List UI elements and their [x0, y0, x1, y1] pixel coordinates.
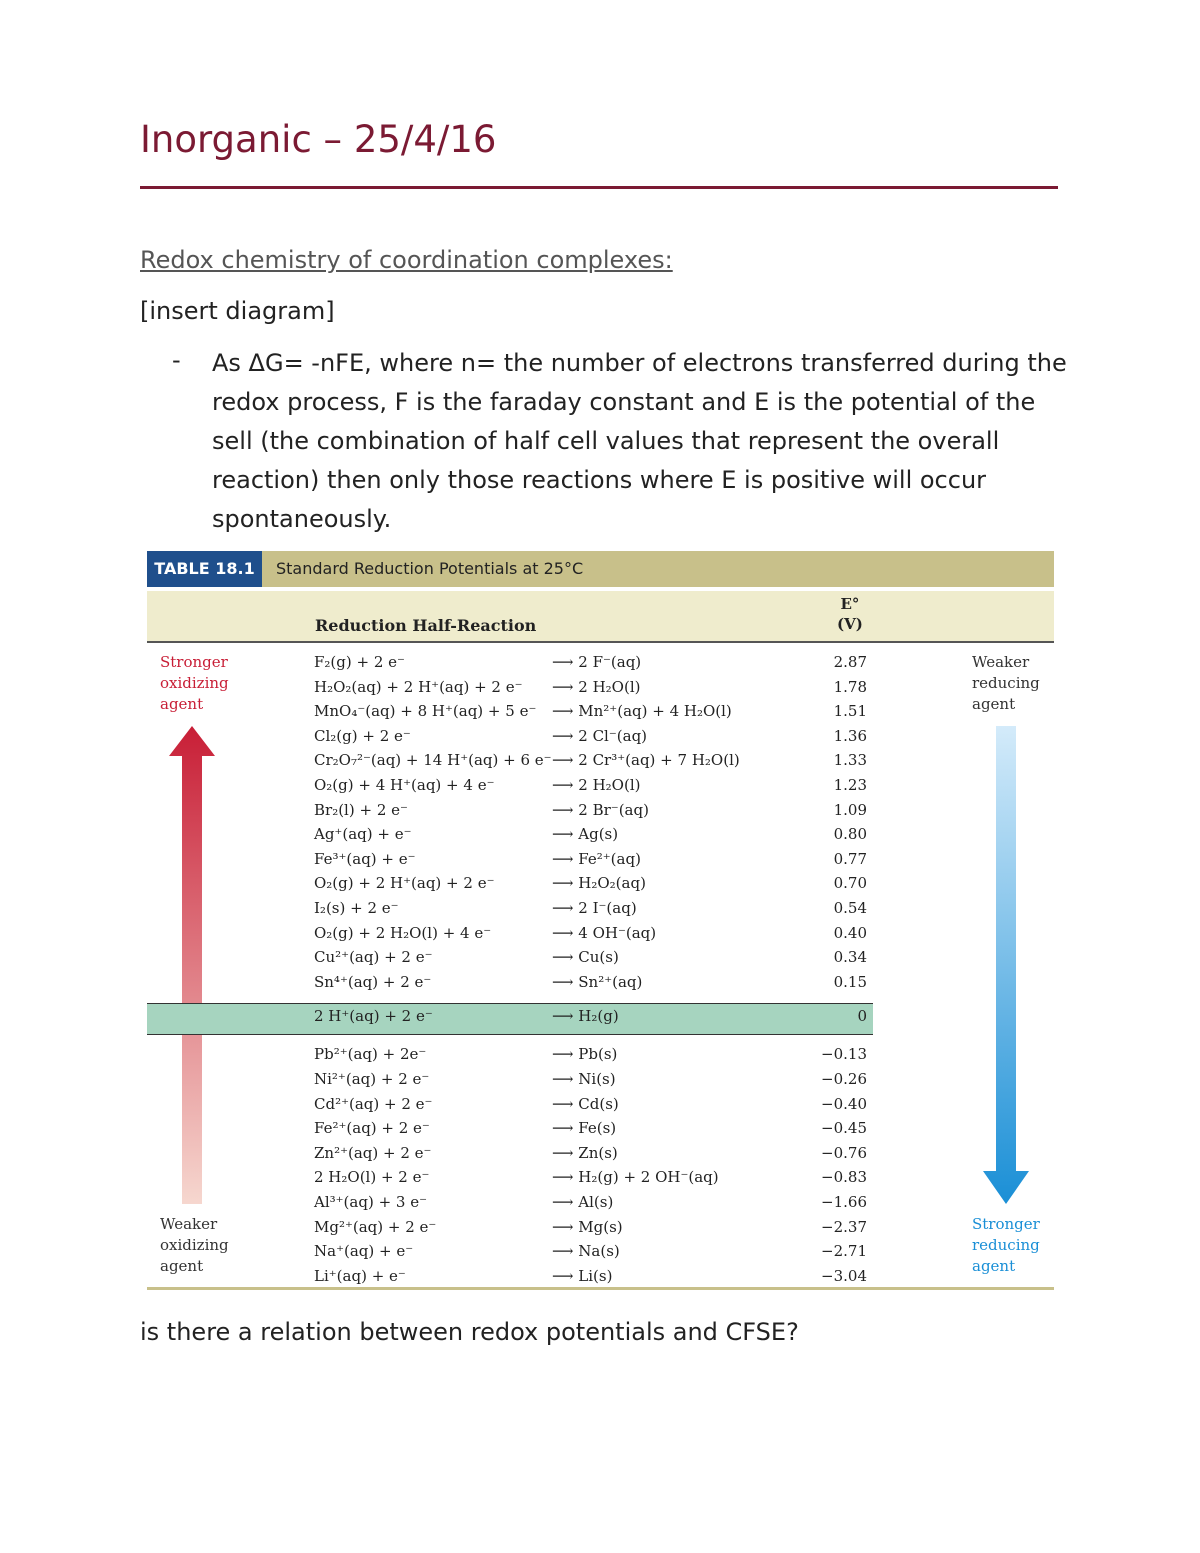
potential-value: 0: [857, 1007, 867, 1026]
half-reaction-reactants: Ni²⁺(aq) + 2 e⁻: [314, 1070, 430, 1088]
half-reaction-reactants: I₂(s) + 2 e⁻: [314, 899, 399, 917]
potential-value: 1.23: [833, 776, 867, 794]
potential-value: −0.83: [821, 1168, 867, 1187]
column-reaction: Reduction Half-Reaction: [315, 616, 537, 635]
half-reaction-reactants: Fe²⁺(aq) + 2 e⁻: [314, 1119, 430, 1138]
column-header: [147, 591, 1054, 643]
half-reaction-products: ⟶ Sn²⁺(aq): [552, 972, 643, 991]
half-reaction-products: ⟶ H₂O₂(aq): [552, 874, 646, 893]
potential-value: 0.34: [833, 948, 867, 967]
potential-value: 0.40: [833, 923, 867, 942]
bullet-marker: -: [172, 346, 181, 374]
caption-line: oxidizing: [160, 674, 229, 692]
half-reaction-reactants: Zn²⁺(aq) + 2 e⁻: [314, 1143, 432, 1162]
half-reaction-reactants: Ag⁺(aq) + e⁻: [314, 825, 412, 844]
half-reaction-reactants: 2 H₂O(l) + 2 e⁻: [314, 1168, 430, 1187]
potential-value: 1.33: [833, 751, 867, 770]
potential-value: −2.71: [821, 1242, 867, 1261]
half-reaction-reactants: Cr₂O₇²⁻(aq) + 14 H⁺(aq) + 6 e⁻: [314, 751, 552, 770]
half-reaction-products: ⟶ Mn²⁺(aq) + 4 H₂O(l): [552, 702, 732, 721]
potential-value: −3.04: [821, 1266, 867, 1285]
half-reaction-products: ⟶ 2 H₂O(l): [552, 776, 641, 794]
column-potential: [837, 594, 863, 634]
half-reaction-products: ⟶ Zn(s): [552, 1143, 618, 1162]
table-row: [147, 971, 1054, 995]
half-reaction-products: ⟶ 2 F⁻(aq): [552, 653, 642, 671]
caption-line: agent: [160, 1257, 204, 1275]
column-potential-unit: (V): [837, 615, 863, 633]
page-title: Inorganic – 25/4/16: [140, 118, 497, 161]
caption-line: reducing: [972, 674, 1040, 692]
potential-value: −1.66: [821, 1193, 867, 1211]
section-heading: Redox chemistry of coordination complexes:: [140, 246, 673, 274]
table-row: [147, 1216, 1054, 1240]
potential-value: −0.45: [821, 1119, 867, 1138]
potential-value: 0.70: [833, 874, 867, 893]
half-reaction-reactants: Al³⁺(aq) + 3 e⁻: [314, 1193, 428, 1211]
half-reaction-products: ⟶ 2 I⁻(aq): [552, 899, 637, 917]
table-row: [147, 1068, 1054, 1092]
caption-line: agent: [972, 1257, 1016, 1275]
potential-value: −0.76: [821, 1143, 867, 1162]
half-reaction-reactants: Br₂(l) + 2 e⁻: [314, 800, 408, 819]
caption-line: agent: [160, 695, 204, 713]
table-row: [147, 1117, 1054, 1141]
table-row: [147, 1093, 1054, 1117]
table-row: [147, 1043, 1054, 1067]
potential-value: −0.26: [821, 1070, 867, 1088]
potential-value: 2.87: [833, 653, 867, 671]
half-reaction-reactants: 2 H⁺(aq) + 2 e⁻: [314, 1007, 433, 1026]
column-potential-symbol: E°: [840, 595, 860, 613]
half-reaction-reactants: Sn⁴⁺(aq) + 2 e⁻: [314, 972, 432, 991]
half-reaction-products: ⟶ H₂(g) + 2 OH⁻(aq): [552, 1168, 719, 1187]
half-reaction-products: ⟶ Fe²⁺(aq): [552, 849, 641, 868]
table-title: Standard Reduction Potentials at 25°C: [276, 559, 584, 578]
half-reaction-products: ⟶ Li(s): [552, 1266, 613, 1285]
half-reaction-products: ⟶ H₂(g): [552, 1007, 619, 1026]
potential-value: −0.13: [821, 1045, 867, 1064]
half-reaction-products: ⟶ Pb(s): [552, 1045, 618, 1064]
potential-value: −2.37: [821, 1217, 867, 1236]
half-reaction-products: ⟶ Mg(s): [552, 1217, 623, 1236]
caption-line: Weaker: [160, 1215, 218, 1233]
title-divider: [140, 186, 1058, 189]
table-row: [147, 1191, 1054, 1215]
table-row: [147, 823, 1054, 847]
half-reaction-products: ⟶ 2 Cr³⁺(aq) + 7 H₂O(l): [552, 751, 740, 770]
table-row: [147, 897, 1054, 921]
potential-value: 1.09: [833, 800, 867, 819]
half-reaction-reactants: Cu²⁺(aq) + 2 e⁻: [314, 948, 433, 967]
table-row: [147, 651, 1054, 675]
table-row: [147, 1142, 1054, 1166]
table-row: [147, 1240, 1054, 1264]
half-reaction-reactants: MnO₄⁻(aq) + 8 H⁺(aq) + 5 e⁻: [314, 702, 537, 721]
half-reaction-products: ⟶ 4 OH⁻(aq): [552, 923, 657, 942]
potential-value: 0.77: [833, 849, 867, 868]
half-reaction-reactants: O₂(g) + 4 H⁺(aq) + 4 e⁻: [314, 776, 495, 794]
table-bottom-rule: [147, 1287, 1054, 1290]
caption-line: oxidizing: [160, 1236, 229, 1254]
half-reaction-products: ⟶ Na(s): [552, 1242, 620, 1261]
potential-value: 1.36: [833, 726, 867, 745]
half-reaction-reactants: Mg²⁺(aq) + 2 e⁻: [314, 1217, 437, 1236]
table-row: [147, 1166, 1054, 1190]
table-row: [147, 725, 1054, 749]
table-row-reference: [147, 1003, 873, 1035]
potential-value: −0.40: [821, 1094, 867, 1113]
caption-line: Weaker: [972, 653, 1030, 671]
potential-value: 1.78: [833, 677, 867, 696]
half-reaction-products: ⟶ Ag(s): [552, 825, 619, 844]
closing-question: is there a relation between redox potentials and CFSE?: [140, 1318, 799, 1346]
half-reaction-reactants: Fe³⁺(aq) + e⁻: [314, 849, 416, 868]
caption-line: Stronger: [160, 653, 228, 671]
half-reaction-products: ⟶ Ni(s): [552, 1070, 616, 1088]
half-reaction-reactants: Cd²⁺(aq) + 2 e⁻: [314, 1094, 433, 1113]
half-reaction-products: ⟶ Cd(s): [552, 1094, 619, 1113]
reduction-potentials-table: [147, 551, 1054, 1293]
table-row: [147, 799, 1054, 823]
half-reaction-products: ⟶ 2 Cl⁻(aq): [552, 726, 648, 745]
potential-value: 0.15: [833, 972, 867, 991]
caption-line: Stronger: [972, 1215, 1040, 1233]
half-reaction-products: ⟶ Cu(s): [552, 948, 619, 967]
potential-value: 0.80: [833, 825, 867, 844]
caption-line: agent: [972, 695, 1016, 713]
half-reaction-reactants: Na⁺(aq) + e⁻: [314, 1242, 414, 1261]
half-reaction-products: ⟶ Fe(s): [552, 1119, 617, 1138]
table-row: [147, 1265, 1054, 1289]
table-row: [147, 922, 1054, 946]
diagram-placeholder: [insert diagram]: [140, 297, 335, 325]
caption-line: reducing: [972, 1236, 1040, 1254]
table-row: [147, 848, 1054, 872]
bullet-text: As ΔG= -nFE, where n= the number of electrons transferred during the redox process, F is the faraday constant and E is the potential of the sell (the combination of half cell values that represent the overall reaction) then only those reactions where E is positive will occur spontaneously.: [212, 349, 1067, 533]
half-reaction-products: ⟶ 2 Br⁻(aq): [552, 800, 649, 819]
potential-value: 0.54: [833, 899, 867, 917]
table-row: [147, 749, 1054, 773]
potential-value: 1.51: [833, 702, 867, 721]
table-row: [147, 700, 1054, 724]
table-label: TABLE 18.1: [147, 551, 262, 587]
half-reaction-reactants: O₂(g) + 2 H⁺(aq) + 2 e⁻: [314, 874, 495, 893]
half-reaction-reactants: Pb²⁺(aq) + 2e⁻: [314, 1045, 427, 1064]
table-row: [147, 676, 1054, 700]
half-reaction-reactants: Li⁺(aq) + e⁻: [314, 1266, 406, 1285]
table-row: [147, 774, 1054, 798]
table-row: [147, 946, 1054, 970]
table-header-bar: [147, 551, 1054, 587]
half-reaction-reactants: F₂(g) + 2 e⁻: [314, 653, 405, 671]
table-row: [147, 872, 1054, 896]
half-reaction-reactants: H₂O₂(aq) + 2 H⁺(aq) + 2 e⁻: [314, 677, 523, 696]
half-reaction-reactants: Cl₂(g) + 2 e⁻: [314, 726, 411, 745]
half-reaction-reactants: O₂(g) + 2 H₂O(l) + 4 e⁻: [314, 923, 492, 942]
half-reaction-products: ⟶ Al(s): [552, 1193, 614, 1211]
half-reaction-products: ⟶ 2 H₂O(l): [552, 677, 641, 696]
